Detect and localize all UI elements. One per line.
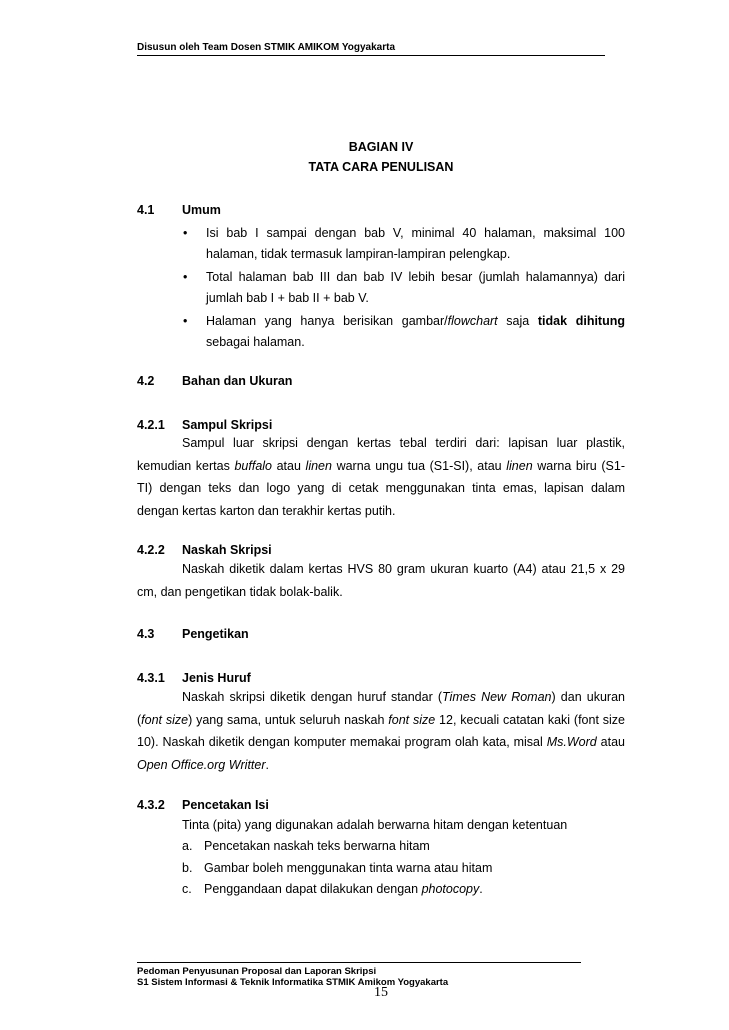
section-number: 4.1 (137, 203, 155, 217)
section-title: Naskah Skripsi (182, 543, 272, 557)
list-item-text: Total halaman bab III dan bab IV lebih besar (jumlah halamannya) dari jumlah bab I + bab II + bab V. (206, 270, 625, 305)
footer-rule (137, 962, 581, 963)
emphasis: flowchart (447, 314, 498, 328)
section-title: Pencetakan Isi (182, 798, 269, 812)
pencetakan-list (182, 836, 625, 901)
bullet-icon: • (183, 314, 188, 328)
list-item: a. Pencetakan naskah teks berwarna hitam (182, 839, 430, 853)
naskah-paragraph: Naskah diketik dalam kertas HVS 80 gram ukuran kuarto (A4) atau 21,5 x 29 cm, dan pengetikan tidak bolak-balik. (137, 562, 625, 599)
footer-line-2: S1 Sistem Informasi & Teknik Informatika STMIK Amikom Yogyakarta (137, 977, 449, 988)
section-number: 4.2 (137, 374, 155, 388)
jenis-huruf-paragraph: Naskah skripsi diketik dengan huruf standar (Times New Roman) dan ukuran (font size) yang sama, untuk seluruh naskah font size 12, kecuali catatan kaki (font size 10). Naskah diketik dengan komputer memakai program olah kata, misal Ms.Word atau Open Office.org Writter. (137, 690, 625, 772)
section-title: Bahan dan Ukuran (182, 374, 293, 388)
umum-bullet-list (182, 223, 625, 353)
bullet-icon: • (183, 226, 188, 240)
footer-line-1: Pedoman Penyusunan Proposal dan Laporan Skripsi (137, 966, 377, 977)
list-item: c. Penggandaan dapat dilakukan dengan photocopy. (182, 882, 483, 896)
list-item-text: Isi bab I sampai dengan bab V, minimal 40 halaman, maksimal 100 halaman, tidak termasuk lampiran-lampiran pelengkap. (206, 226, 625, 261)
page-header: Disusun oleh Team Dosen STMIK AMIKOM Yogyakarta (137, 42, 396, 53)
section-number: 4.3.2 (137, 798, 165, 812)
section-title: Jenis Huruf (182, 671, 251, 685)
section-number: 4.3.1 (137, 671, 165, 685)
section-title: Sampul Skripsi (182, 418, 273, 432)
chapter-label: BAGIAN IV (348, 140, 414, 154)
sampul-paragraph: Sampul luar skripsi dengan kertas tebal terdiri dari: lapisan luar plastik, kemudian kertas buffalo atau linen warna ungu tua (S1-SI), atau linen warna biru (S1-TI) dengan teks dan logo yang di cetak menggunakan tinta emas, lapisan dalam dengan kertas karton dan terakhir kertas putih. (137, 436, 625, 518)
list-item: b. Gambar boleh menggunakan tinta warna atau hitam (182, 860, 493, 875)
chapter-title: TATA CARA PENULISAN (308, 160, 454, 174)
header-rule (137, 55, 605, 56)
section-title: Pengetikan (182, 627, 249, 641)
list-item-text: Halaman yang hanya berisikan gambar/flowchart saja tidak dihitung sebagai halaman. (206, 314, 625, 349)
pencetakan-intro: Tinta (pita) yang digunakan adalah berwarna hitam dengan ketentuan (182, 818, 568, 832)
section-number: 4.2.2 (137, 543, 165, 557)
list-item (182, 311, 625, 353)
section-title: Umum (182, 203, 221, 217)
strong-text: tidak dihitung (537, 314, 625, 328)
list-item (182, 223, 625, 265)
bullet-icon: • (183, 270, 188, 284)
page-number: 15 (374, 985, 388, 1000)
list-item (182, 267, 625, 309)
section-number: 4.2.1 (137, 418, 165, 432)
section-number: 4.3 (137, 627, 155, 641)
